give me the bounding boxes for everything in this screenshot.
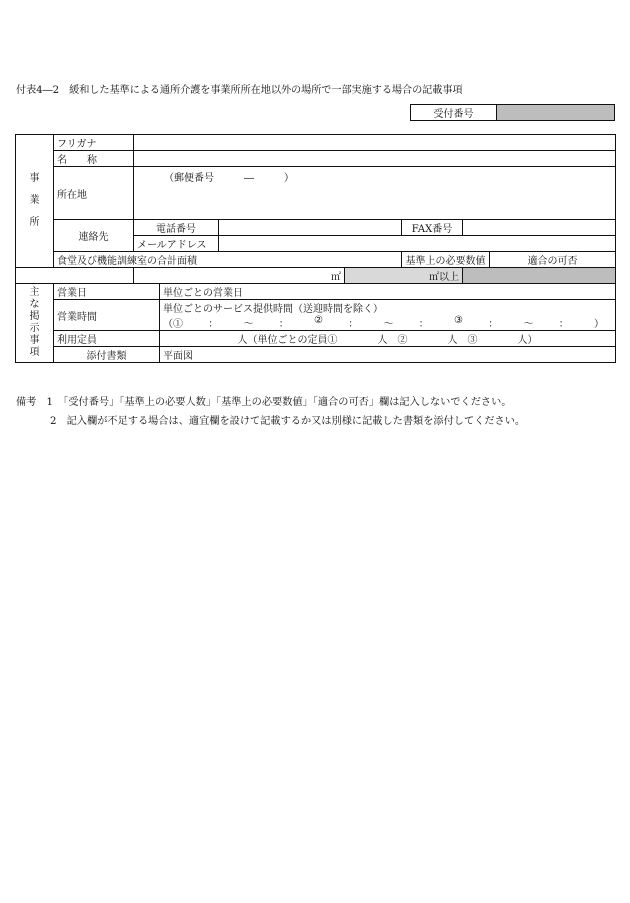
furigana-field[interactable] <box>134 135 616 151</box>
main-items-section-label: 主 な 掲 示 事 項 <box>16 284 54 363</box>
form-table <box>15 134 616 363</box>
phone-label: 電話番号 <box>134 220 219 236</box>
fax-field[interactable] <box>463 220 616 236</box>
conformity-label: 適合の可否 <box>490 252 616 268</box>
name-label: 名 称 <box>54 151 134 167</box>
business-hours-caption: 単位ごとのサービス提供時間（送迎時間を除く） <box>160 300 616 316</box>
receipt-number-field[interactable] <box>497 105 615 121</box>
name-field[interactable] <box>134 151 616 167</box>
attachments-label: 添付書類 <box>54 347 160 363</box>
note-1: 備考 1 「受付番号」「基準上の必要人数」「基準上の必要数値」「適合の可否」欄は記入しないでください。 <box>16 397 512 408</box>
conformity-field <box>463 268 616 284</box>
required-value-field <box>345 268 463 284</box>
office-section-label: 事 業 所 <box>16 135 54 268</box>
address-label: 所在地 <box>54 167 134 220</box>
notes <box>16 393 525 431</box>
furigana-label: フリガナ <box>54 135 134 151</box>
email-field[interactable] <box>219 236 616 252</box>
business-days-label: 営業日 <box>54 284 160 300</box>
required-value-label: 基準上の必要数値 <box>402 252 490 268</box>
capacity-label: 利用定員 <box>54 331 160 347</box>
phone-field[interactable] <box>219 220 402 236</box>
email-label: メールアドレス <box>134 236 219 252</box>
note-2: 2 記入欄が不足する場合は、適宜欄を設けて記載するか又は別様に記載した書類を添付してください。 <box>50 416 526 427</box>
receipt-number-box <box>410 104 615 121</box>
required-unit: ㎡以上 <box>429 272 459 283</box>
attachments-field: 平面図 <box>160 347 616 363</box>
area-label: 食堂及び機能訓練室の合計面積 <box>54 252 402 268</box>
business-hours-field[interactable] <box>160 315 616 331</box>
business-hours-label: 営業時間 <box>54 300 160 331</box>
area-unit: ㎡ <box>331 272 341 283</box>
business-days-field[interactable]: 単位ごとの営業日 <box>160 284 616 300</box>
address-field[interactable] <box>134 167 616 220</box>
contact-label: 連絡先 <box>54 220 134 252</box>
business-hours-slots: （① ： ～ ： ② ： ～ ： ③ ： ～ ： ） <box>163 315 604 330</box>
postal-code-label: （郵便番号 ― ） <box>164 173 294 184</box>
fax-label: FAX番号 <box>402 220 463 236</box>
receipt-number-label: 受付番号 <box>411 105 497 121</box>
area-blank-cell <box>16 268 134 284</box>
area-field[interactable] <box>134 268 345 284</box>
capacity-field[interactable]: 人（単位ごとの定員① 人 ② 人 ③ 人） <box>160 331 616 347</box>
form-title: 付表4―2 緩和した基準による通所介護を事業所所在地以外の場所で一部実施する場合の記載事項 <box>16 85 463 96</box>
